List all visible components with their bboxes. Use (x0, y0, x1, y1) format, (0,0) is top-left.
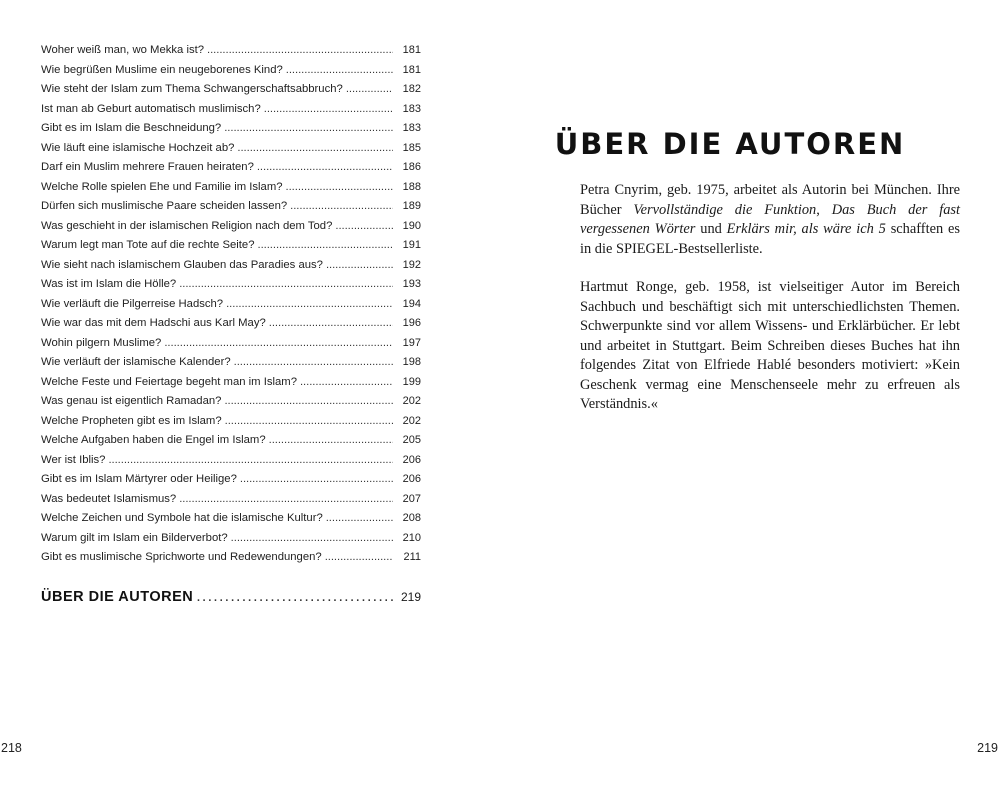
toc-entry-page: 208 (402, 512, 421, 524)
toc-entry-page: 219 (400, 590, 421, 604)
toc-entry[interactable] (41, 493, 421, 513)
toc-leader-dots (196, 588, 393, 606)
toc-entry-title: Wie begrüßen Muslime ein neugeborenes Kind? (41, 63, 283, 76)
toc-entry-page: 185 (402, 141, 421, 154)
toc-entry-page: 182 (402, 83, 421, 95)
right-page (500, 0, 1000, 800)
toc-entry-title: Welche Rolle spielen Ehe und Familie im Islam? (41, 180, 283, 193)
author-bio-ronge: Hartmut Ronge, geb. 1958, ist vielseitiger Autor im Bereich Sachbuch und beschäftigt sich mit unterschiedlichsten Themen. Schwerpunkte sind vor allem Wissens- und Erklärbücher. Er lebt und arbeitet in Stuttgart. Beim Schreiben dieses Buches hat ihn folgendes Zitat von Elfriede Hablé besonders motiviert: »Kein Geschenk vermag eine Menschenseele mehr zu erfreuen als Verständnis.« (580, 279, 960, 412)
toc-leader-dots (234, 356, 393, 368)
toc-leader-dots (224, 122, 393, 134)
toc-entry-title: Gibt es im Islam die Beschneidung? (41, 122, 222, 134)
toc-entry-page: 205 (402, 434, 421, 446)
toc-entry[interactable] (41, 317, 421, 337)
toc-leader-dots (286, 64, 393, 76)
toc-entry[interactable] (41, 337, 421, 357)
toc-leader-dots (258, 239, 394, 251)
toc-entry[interactable] (41, 454, 421, 474)
toc-leader-dots (207, 44, 393, 56)
page-number-left: 218 (1, 741, 22, 755)
toc-entry[interactable] (41, 220, 421, 240)
toc-entry-title: Was bedeutet Islamismus? (41, 492, 177, 505)
toc-entry[interactable] (41, 512, 421, 532)
toc-leader-dots (264, 103, 393, 115)
toc-entry[interactable] (41, 376, 421, 396)
toc-entry-page: 207 (402, 492, 421, 505)
bio-text: schafften es in die SPIEGEL-Bestsellerliste. (580, 221, 960, 257)
toc-leader-dots (326, 512, 393, 524)
toc-entry-page: 189 (402, 200, 421, 212)
toc-entry-page: 188 (402, 180, 421, 193)
book-title: Vervollständige die Funktion (633, 201, 817, 218)
toc-entry-title: Warum gilt im Islam ein Bilderverbot? (41, 531, 228, 544)
toc-entry-title: Welche Aufgaben haben die Engel im Islam? (41, 434, 266, 446)
toc-entry[interactable] (41, 83, 421, 103)
toc-entry-authors[interactable] (41, 588, 421, 606)
toc-entry-page: 186 (402, 161, 421, 173)
toc-entry[interactable] (41, 434, 421, 454)
toc-entry[interactable] (41, 239, 421, 259)
toc-entry-title: Wie war das mit dem Hadschi aus Karl May? (41, 317, 266, 329)
toc-entry[interactable] (41, 64, 421, 84)
toc-leader-dots (237, 142, 393, 154)
toc-leader-dots (346, 83, 393, 95)
toc-leader-dots (179, 493, 393, 505)
toc-entry-page: 194 (402, 297, 421, 310)
toc-entry[interactable] (41, 44, 421, 64)
bio-text: Petra Cnyrim, geb. 1975, arbeitet als Autorin bei München. Ihre Bücher (580, 182, 960, 218)
toc-leader-dots (300, 376, 393, 388)
toc-entry-title: Wie steht der Islam zum Thema Schwangerschaftsabbruch? (41, 83, 343, 95)
toc-entry-title: Was ist im Islam die Hölle? (41, 278, 177, 290)
toc-entry-page: 202 (402, 395, 421, 407)
toc-entry-title: Wie verläuft die Pilgerreise Hadsch? (41, 297, 224, 310)
toc-entry-title: Gibt es muslimische Sprichworte und Redewendungen? (41, 551, 322, 563)
toc-entry[interactable] (41, 103, 421, 123)
toc-entry[interactable] (41, 200, 421, 220)
toc-entry-title: ÜBER DIE AUTOREN (41, 589, 194, 605)
toc-entry-title: Welche Propheten gibt es im Islam? (41, 414, 222, 427)
toc-entry-title: Was genau ist eigentlich Ramadan? (41, 395, 222, 407)
toc-entry[interactable] (41, 259, 421, 279)
toc-entry-page: 197 (402, 336, 421, 349)
toc-entry-page: 211 (403, 551, 421, 563)
toc-leader-dots (226, 298, 393, 310)
bio-text: , (816, 201, 832, 218)
toc-leader-dots (231, 532, 393, 544)
toc-entry-title: Wohin pilgern Muslime? (41, 336, 162, 349)
toc-entry-page: 199 (402, 375, 421, 388)
toc-entry-title: Dürfen sich muslimische Paare scheiden lassen? (41, 200, 288, 212)
toc-entry-page: 181 (402, 44, 421, 56)
section-heading: ÜBER DIE AUTOREN (554, 127, 906, 161)
toc-entry[interactable] (41, 181, 421, 201)
toc-entry[interactable] (41, 298, 421, 318)
toc-entry[interactable] (41, 278, 421, 298)
page-number-right: 219 (977, 741, 998, 755)
toc-entry-page: 190 (402, 219, 421, 232)
toc-entry[interactable] (41, 532, 421, 552)
toc-entry-page: 181 (402, 63, 421, 76)
toc-entry-page: 206 (402, 473, 421, 485)
toc-entry[interactable] (41, 473, 421, 493)
table-of-contents (41, 44, 421, 571)
toc-leader-dots (269, 434, 393, 446)
book-title: Erklärs mir, als wäre ich 5 (726, 221, 886, 237)
toc-leader-dots (290, 200, 393, 212)
toc-entry-page: 198 (402, 356, 421, 368)
toc-leader-dots (240, 473, 393, 485)
toc-leader-dots (286, 181, 393, 193)
toc-leader-dots (164, 337, 393, 349)
toc-entry-title: Darf ein Muslim mehrere Frauen heiraten? (41, 161, 254, 173)
toc-entry-page: 196 (402, 317, 421, 329)
toc-entry-title: Warum legt man Tote auf die rechte Seite? (41, 239, 255, 251)
toc-entry-title: Wer ist Iblis? (41, 453, 106, 466)
toc-entry-page: 206 (402, 453, 421, 466)
toc-entry-page: 191 (402, 239, 421, 251)
toc-leader-dots (325, 551, 393, 563)
toc-entry[interactable] (41, 415, 421, 435)
book-title: Das Buch der fast vergessenen Wörter (580, 201, 961, 237)
toc-leader-dots (225, 415, 393, 427)
toc-leader-dots (269, 317, 393, 329)
toc-leader-dots (224, 395, 393, 407)
toc-leader-dots (179, 278, 393, 290)
toc-entry[interactable] (41, 161, 421, 181)
toc-entry-page: 183 (402, 122, 421, 134)
toc-entry-title: Wie sieht nach islamischem Glauben das Paradies aus? (41, 258, 323, 271)
toc-entry[interactable] (41, 122, 421, 142)
toc-entry-page: 193 (402, 278, 421, 290)
toc-entry-title: Was geschieht in der islamischen Religion nach dem Tod? (41, 219, 333, 232)
toc-entry-page: 210 (402, 531, 421, 544)
toc-entry-title: Welche Zeichen und Symbole hat die islamische Kultur? (41, 512, 323, 524)
toc-entry[interactable] (41, 395, 421, 415)
toc-entry-title: Wie verläuft der islamische Kalender? (41, 356, 231, 368)
author-bio-cnyrim (580, 181, 960, 259)
toc-entry-page: 202 (402, 414, 421, 427)
toc-entry[interactable] (41, 551, 421, 571)
toc-leader-dots (108, 454, 393, 466)
toc-entry[interactable] (41, 142, 421, 162)
toc-entry-title: Welche Feste und Feiertage begeht man im Islam? (41, 375, 297, 388)
toc-leader-dots (326, 259, 393, 271)
toc-entry-page: 192 (402, 258, 421, 271)
toc-entry-title: Gibt es im Islam Märtyrer oder Heilige? (41, 473, 237, 485)
toc-entry-title: Ist man ab Geburt automatisch muslimisch? (41, 102, 261, 115)
toc-leader-dots (257, 161, 393, 173)
toc-entry-title: Woher weiß man, wo Mekka ist? (41, 44, 205, 56)
toc-entry[interactable] (41, 356, 421, 376)
bio-text: und (695, 221, 727, 237)
toc-entry-title: Wie läuft eine islamische Hochzeit ab? (41, 141, 235, 154)
toc-entry-page: 183 (402, 102, 421, 115)
toc-leader-dots (335, 220, 393, 232)
